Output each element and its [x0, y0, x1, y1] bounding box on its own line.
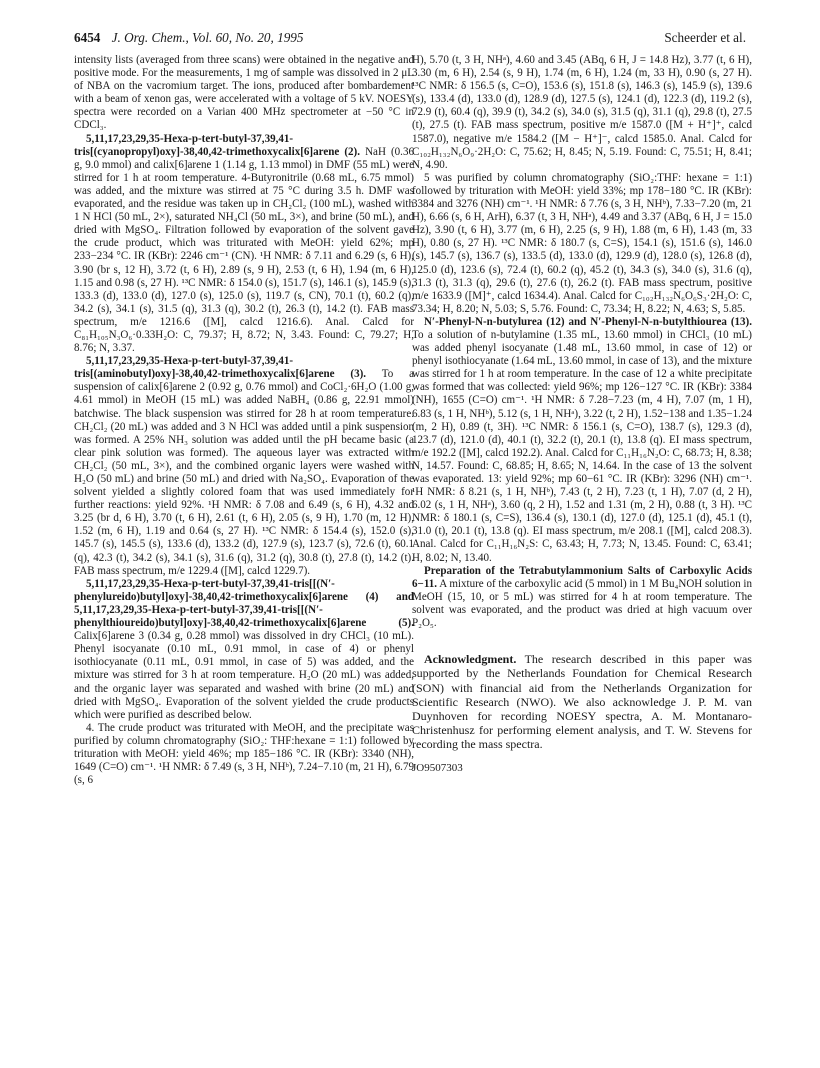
- journal-citation: J. Org. Chem., Vol. 60, No. 20, 1995: [111, 30, 304, 45]
- page-number: 6454: [74, 30, 101, 45]
- compound-12-13-heading: N′-Phenyl-N-n-butylurea (12) and N′-Phenyl-N-n-butylthiourea (13).: [424, 315, 752, 328]
- author-names: Scheerder et al.: [664, 30, 746, 45]
- compound-3-body: To a suspension of calix[6]arene 2 (0.92 g, 0.76 mmol) and CoCl₂·6H₂O (1.00 g, 4.61 mmol) in MeOH (15 mL) was added NaBH₄ (0.86 g, 22.91 mmol) batchwise. The black suspension was stirred for 28 h at room temperature. CH₂Cl₂ (20 mL) was added and 3 N HCl was added until a pink suspension was formed. A 25% NH₃ solution was added until the pH became basic (a clear pink solution was formed). The aqueous layer was extracted with CH₂Cl₂ (50 mL, 3×), and the combined organic layers were washed with H₂O (50 mL) and brine (50 mL) and dried with Na₂SO₄. Evaporation of the solvent yielded a slightly colored foam that was used immediately for further reactions: yield 92%. ¹H NMR: δ 7.08 and 6.49 (s, 6 H), 4.32 and 3.25 (br d, 6 H), 3.70 (t, 6 H), 2.61 (t, 6 H), 2.05 (s, 9 H), 1.70 (m, 12 H), 1.52 (m, 6 H), 1.19 and 0.64 (s, 27 H). ¹³C NMR: δ 154.4 (s), 152.0 (s), 145.7 (s), 145.5 (s), 133.6 (d), 133.2 (d), 127.9 (s), 123.7 (s), 72.6 (t), 60.1 (q), 42.3 (t), 34.2 (s), 34.1 (s), 31.6 (q), 31.2 (q), 30.8 (t), 27.8 (t), 14.2 (t). FAB mass spectrum, m/e 1229.4 ([M], calcd 1229.7).: [74, 368, 414, 577]
- compound-12-13-body: To a solution of n-butylamine (1.35 mL, 13.60 mmol) in CHCl₃ (10 mL) was added phenyl isocyanate (1.48 mL, 13.60 mmol, in case of 12) or phenyl isothiocyanate (1.64 mL, 13.60 mmol, in case of 13), and the mixture was stirred for 1 h at room temperature. In the case of 12 a white precipitate was formed that was collected: yield 96%; mp 126−127 °C. IR (KBr): 3384 (NH), 1655 (C=O) cm⁻¹. ¹H NMR: δ 7.28−7.23 (m, 4 H), 7.07 (m, 1 H), 6.83 (s, 1 H, NHᵇ), 5.12 (s, 1 H, NHᵃ), 3.22 (t, 2 H), 1.52−138 and 1.35−1.24 (m, 2 H), 0.89 (t, 3H). ¹³C NMR: δ 156.1 (s, C=O), 138.7 (s), 129.3 (d), 123.7 (d), 121.0 (d), 40.1 (t), 32.2 (t), 20.1 (t), 13.8 (q). EI mass spectrum, m/e 192.2 ([M], calcd 192.2). Anal. Calcd for C₁₁H₁₆N₂O: C, 68.73; H, 8.38; N, 14.57. Found: C, 68.85; H, 8.65; N, 14.64. In the case of 13 the solvent was evaporated. 13: yield 92%; mp 60−61 °C. IR (KBr): 3296 (NH) cm⁻¹. ¹H NMR: δ 8.21 (s, 1 H, NHᵇ), 7.43 (t, 2 H), 7.23 (t, 1 H), 7.07 (d, 2 H), 6.02 (s, 1 H, NHᵃ), 3.60 (q, 2 H), 1.52 and 1.31 (m, 2 H), 0.88 (t, 3 H). ¹³C NMR: δ 180.1 (s, C=S), 136.4 (s), 130.1 (d), 127.0 (d), 125.1 (d), 45.1 (t), 31.0 (t), 20.1 (t), 13.8 (q). EI mass spectrum, m/e 208.1 ([M], calcd 208.3). Anal. Calcd for C₁₁H₁₆N₂S: C, 63.43; H, 7.73; N, 13.45. Found: C, 63.41; H, 8.02; N, 13.40.: [412, 328, 752, 564]
- compound-12-13-paragraph: [412, 316, 752, 565]
- compound-4-5-heading: 5,11,17,23,29,35-Hexa-p-tert-butyl-37,39,41-tris[[(N′-phenylureido)butyl]oxy]-38,40,42-trimethoxycalix[6]arene (4) and 5,11,17,23,29,35-Hexa-p-tert-butyl-37,39,41-tris[[(N′-phenylthioureido)butyl]oxy]-38,40,42-trimethoxycalix[6]arene (5).: [74, 577, 414, 630]
- ms-method-paragraph: intensity lists (averaged from three scans) were obtained in the negative and positive mode. For the measurements, 1 mg of sample was dissolved in 2 μL of NBA on the vacromium target. The ions, produced after bombardement with a beam of xenon gas, were accelerated with a voltage of 5 kV. NOESY spectra were recorded on a Varian 400 MHz spectrometer at −50 °C in CDCl₃.: [74, 54, 414, 132]
- compound-3-heading: 5,11,17,23,29,35-Hexa-p-tert-butyl-37,39,41-tris[(aminobutyl)oxy]-38,40,42-trimethoxycalix[6]arene (3).: [74, 355, 367, 381]
- salts-heading: Preparation of the Tetrabutylammonium Salts of Carboxylic Acids 6−11.: [412, 564, 752, 590]
- compound-2-body: NaH (0.36 g, 9.0 mmol) and calix[6]arene 1 (1.14 g, 1.13 mmol) in DMF (55 mL) were stirred for 1 h at room temperature. 4-Butyronitrile (0.68 mL, 6.75 mmol) was added, and the mixture was stirred at 75 °C during 3.5 h. DMF was evaporated, and the residue was taken up in CH₂Cl₂ (100 mL), washed with 1 N HCl (50 mL, 2×), saturated NH₄Cl (50 mL, 3×), and brine (50 mL), and dried with MgSO₄. Filtration followed by evaporation of the solvent gave the crude product, which was triturated with MeOH: yield 62%; mp 233−234 °C. IR (KBr): 2246 cm⁻¹ (CN). ¹H NMR: δ 7.11 and 6.29 (s, 6 H), 3.90 (br s, 12 H), 3.72 (t, 6 H), 2.89 (s, 9 H), 2.53 (t, 6 H), 1.94 (m, 6 H), 1.15 and 0.98 (s, 27 H). ¹³C NMR: δ 154.0 (s), 151.7 (s), 146.1 (s), 145.9 (s), 133.3 (d), 133.0 (d), 127.0 (s), 125.0 (s), 119.7 (s, CN), 70.1 (t), 60.2 (q), 34.2 (s), 34.1 (s), 31.5 (q), 31.3 (q), 30.2 (t), 26.3 (t), 14.2 (t). FAB mass spectrum, m/e 1216.6 ([M], calcd 1216.6). Anal. Calcd for C₈₁H₁₀₅N₃O₆·0.33H₂O: C, 79.37; H, 8.72; N, 3.43. Found: C, 79.27; H, 8.76; N, 3.37.: [74, 145, 414, 355]
- acknowledgment-paragraph: [412, 652, 752, 751]
- acknowledgment-heading: Acknowledgment.: [424, 652, 517, 667]
- salts-body: A mixture of the carboxylic acid (5 mmol) in 1 M Bu₄NOH solution in MeOH (15, 10, or 5 mL) was stirred for 4 h at room temperature. The solvent was evaporated, and the product was dried at high vacuum over P₂O₅.: [412, 577, 753, 630]
- compound-4-5-body: Calix[6]arene 3 (0.34 g, 0.28 mmol) was dissolved in dry CHCl₃ (10 mL). Phenyl isocyanate (0.10 mL, 0.91 mmol, in case of 4) or phenyl isothiocyanate (0.11 mL, 0.91 mmol, in case of 5) was added, and the mixture was stirred for 3 h at room temperature. H₂O (20 mL) was added, and the organic layer was separated and washed with brine (20 mL) and dried with MgSO₄. Evaporation of the solvent yielded the crude products which were purified as described below.: [74, 630, 414, 721]
- compound-4-data-paragraph: H), 5.70 (t, 3 H, NHᵃ), 4.60 and 3.45 (ABq, 6 H, J = 14.8 Hz), 3.77 (t, 6 H), 3.30 (m, 6 H), 2.54 (s, 9 H), 1.74 (m, 6 H), 1.24 (m, 33 H), 0.90 (s, 27 H). ¹³C NMR: δ 156.5 (s, C=O), 153.6 (s), 151.8 (s), 146.3 (s), 145.9 (s), 139.6 (s), 133.4 (d), 133.0 (d), 128.9 (d), 127.5 (s), 124.1 (d), 122.3 (d), 119.2 (s), 72.9 (t), 60.4 (q), 39.9 (t), 34.2 (s), 34.0 (s), 31.5 (q), 31.1 (q), 29.8 (t), 27.5 (t), 27.5 (t). FAB mass spectrum, positive m/e 1587.0 ([M + H⁺]⁺, calcd 1587.0), negative m/e 1584.2 ([M − H⁺]⁻, calcd 1585.0. Anal. Calcd for C₁₀₂H₁₃₂N₆O₉·2H₂O: C, 75.62; H, 8.45; N, 5.19. Found: C, 75.51; H, 8.41; N, 4.90.: [412, 54, 752, 171]
- running-head-left: [74, 30, 304, 46]
- acknowledgment-body: The research described in this paper was supported by the Netherlands Foundation for Chemical Research (SON) with financial aid from the Netherlands Organization for Scientific Research (NWO). We also acknowledge J. P. M. van Duynhoven for recording NOESY spectra, A. M. Montanaro-Christenhusz for performing element analysis, and T. W. Stevens for recording the mass spectra.: [412, 652, 752, 752]
- compound-3-paragraph: [74, 355, 414, 578]
- salts-paragraph: [412, 565, 752, 630]
- manuscript-code: JO9507303: [412, 761, 463, 774]
- compound-2-heading: 5,11,17,23,29,35-Hexa-p-tert-butyl-37,39,41-tris[(cyanopropyl)oxy]-38,40,42-trimethoxycalix[6]arene (2).: [74, 132, 360, 158]
- compound-5-paragraph: 5 was purified by column chromatography (SiO₂:THF: hexane = 1:1) followed by trituration with MeOH: yield 33%; mp 178−180 °C. IR (KBr): 3384 and 3276 (NH) cm⁻¹. ¹H NMR: δ 7.76 (s, 3 H, NHᵇ), 7.33−7.20 (m, 21 H), 6.66 (s, 6 H, ArH), 6.37 (t, 3 H, NHᵃ), 4.49 and 3.37 (ABq, 6 H, J = 15.0 Hz), 3.90 (t, 6 H), 3.77 (m, 6 H), 2.25 (s, 9 H), 1.88 (m, 6 H), 1.43 (m, 33 H), 0.80 (s, 27 H). ¹³C NMR: δ 180.7 (s, C=S), 154.1 (s), 151.6 (s), 146.0 (s), 145.7 (s), 136.7 (s), 133.5 (d), 133.0 (d), 129.9 (d), 128.0 (s), 126.8 (d), 125.0 (d), 123.6 (s), 72.4 (t), 60.2 (q), 45.2 (t), 34.3 (s), 34.0 (s), 31.6 (q), 31.3 (t), 31.3 (q), 29.6 (t), 27.6 (t), 26.2 (t). FAB mass spectrum, positive m/e 1633.9 ([M]⁺, calcd 1634.4). Anal. Calcd for C₁₀₂H₁₃₂N₆O₆S₃·2H₂O: C, 73.34; H, 8.20; N, 5.03; S, 5.76. Found: C, 73.34; H, 8.22; N, 4.63; S, 5.85.: [412, 171, 752, 315]
- left-column: [74, 54, 414, 787]
- compound-4-purification-paragraph: 4. The crude product was triturated with MeOH, and the precipitate was purified by column chromatography (SiO₂: THF:hexane = 1:1) followed by trituration with MeOH: yield 46%; mp 185−186 °C. IR (KBr): 3340 (NH), 1649 (C=O) cm⁻¹. ¹H NMR: δ 7.49 (s, 3 H, NHᵇ), 7.24−7.10 (m, 21 H), 6.79 (s, 6: [74, 721, 414, 787]
- compound-4-5-paragraph: [74, 578, 414, 722]
- right-column: [412, 54, 752, 775]
- compound-2-paragraph: [74, 133, 414, 356]
